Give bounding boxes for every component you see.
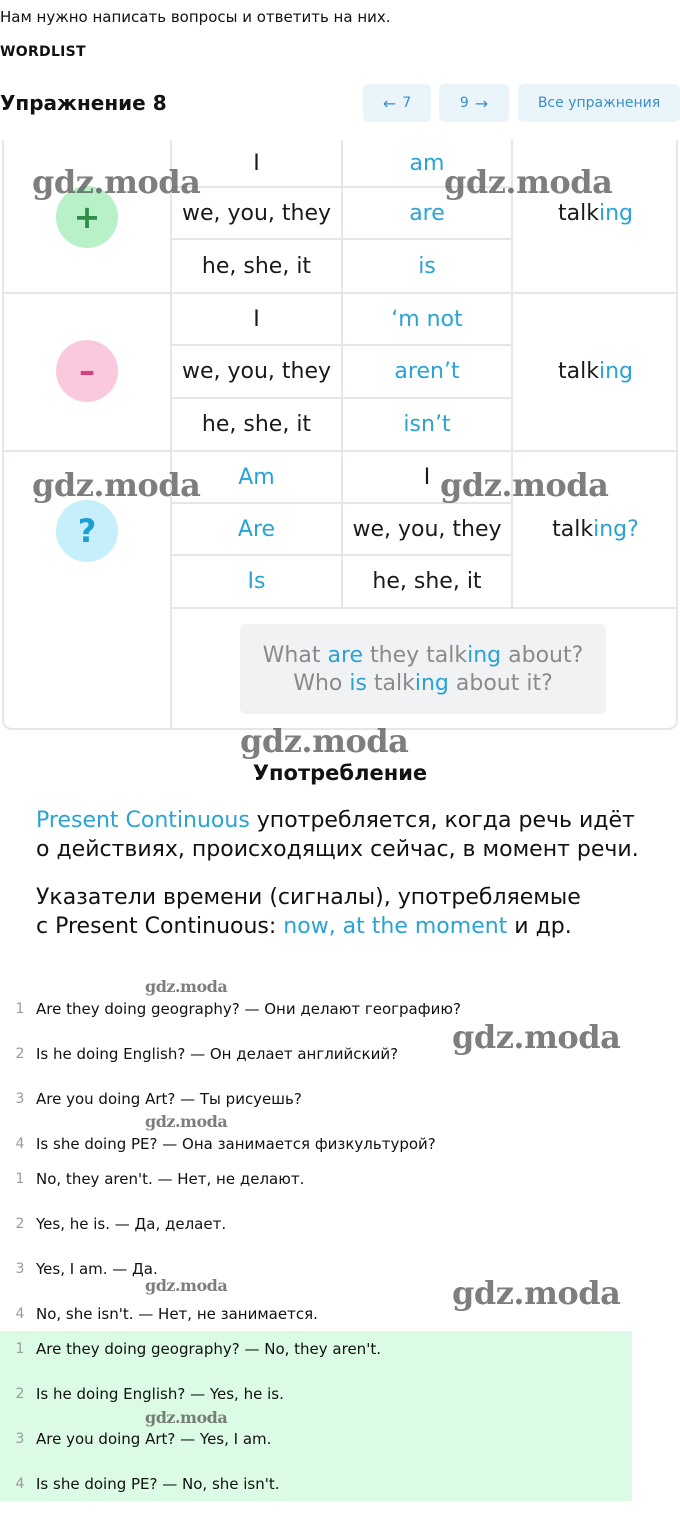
neg-pronoun: I bbox=[253, 306, 260, 332]
list-item: 1 No, they aren't. — Нет, не делают. bbox=[15, 1170, 305, 1188]
watermark: gdz.moda bbox=[452, 1018, 621, 1056]
aff-pronoun: I bbox=[253, 150, 260, 176]
neg-pronoun: we, you, they bbox=[181, 359, 332, 384]
q-verb: Am bbox=[238, 464, 275, 490]
question-icon: ? bbox=[56, 500, 118, 562]
arrow-right-icon: → bbox=[474, 93, 489, 113]
neg-pronoun: he, she, it bbox=[201, 412, 312, 437]
example-line-2: Who is talking about it? bbox=[293, 671, 553, 696]
arrow-left-icon: ← bbox=[382, 93, 397, 113]
list-item: 4 No, she isn't. — Нет, не занимается. bbox=[15, 1305, 318, 1323]
watermark: gdz.moda bbox=[145, 1112, 228, 1131]
answer-row: 1 Are they doing geography? — No, they aren't. bbox=[15, 1340, 381, 1358]
prev-exercise-button[interactable] bbox=[363, 84, 431, 122]
example-box bbox=[240, 624, 606, 714]
aff-verb: are bbox=[409, 200, 445, 226]
wordlist-link[interactable]: WORDLIST bbox=[0, 44, 86, 60]
usage-title: Употребление bbox=[252, 761, 428, 785]
neg-verb: isn’t bbox=[403, 412, 451, 437]
watermark: gdz.moda bbox=[444, 163, 613, 201]
exercise-title: Упражнение 8 bbox=[0, 91, 167, 115]
next-exercise-button[interactable] bbox=[439, 84, 509, 122]
next-exercise-label: 9 bbox=[459, 95, 469, 111]
neg-main-verb: talk ing bbox=[558, 359, 633, 384]
q-verb: Is bbox=[247, 569, 266, 594]
example-line-1: What are they talking about? bbox=[262, 643, 584, 668]
aff-main-verb: talk ing bbox=[558, 200, 633, 226]
aff-pronoun: he, she, it bbox=[201, 253, 312, 279]
watermark: gdz.moda bbox=[32, 466, 201, 504]
prev-exercise-label: 7 bbox=[402, 95, 412, 111]
aff-verb: am bbox=[409, 150, 445, 176]
list-item: 3 Are you doing Art? — Ты рисуешь? bbox=[15, 1090, 302, 1108]
answer-row: 4 Is she doing PE? — No, she isn't. bbox=[15, 1475, 280, 1493]
list-item: 1 Are they doing geography? — Они делают географию? bbox=[15, 1000, 461, 1018]
intro-text: Нам нужно написать вопросы и ответить на них. bbox=[0, 8, 391, 26]
watermark: gdz.moda bbox=[145, 1408, 228, 1427]
answer-row: 3 Are you doing Art? — Yes, I am. bbox=[15, 1430, 272, 1448]
list-item: 4 Is she doing PE? — Она занимается физкультурой? bbox=[15, 1135, 436, 1153]
all-exercises-button[interactable]: Все упражнения bbox=[518, 84, 680, 122]
answer-row: 2 Is he doing English? — Yes, he is. bbox=[15, 1385, 284, 1403]
minus-icon: – bbox=[56, 340, 118, 402]
q-pronoun: we, you, they bbox=[352, 516, 502, 542]
watermark: gdz.moda bbox=[145, 1276, 228, 1295]
neg-verb: ‘m not bbox=[391, 306, 463, 332]
usage-paragraph-1: Present Continuous употребляется, когда речь идёт о действиях, происходящих сейчас, в момент речи. bbox=[36, 808, 639, 862]
q-verb: Are bbox=[237, 516, 276, 542]
neg-verb: aren’t bbox=[394, 359, 460, 384]
q-main-verb: talk ing? bbox=[552, 516, 639, 542]
list-item: 3 Yes, I am. — Да. bbox=[15, 1260, 158, 1278]
q-pronoun: he, she, it bbox=[372, 569, 482, 594]
watermark: gdz.moda bbox=[452, 1274, 621, 1312]
watermark: gdz.moda bbox=[32, 163, 201, 201]
watermark: gdz.moda bbox=[145, 977, 228, 996]
list-item: 2 Is he doing English? — Он делает английский? bbox=[15, 1045, 399, 1063]
watermark: gdz.moda bbox=[440, 466, 609, 504]
usage-paragraph-2: Указатели времени (сигналы), употребляемые с Present Continuous: now, at the moment и др. bbox=[36, 885, 581, 939]
aff-pronoun: we, you, they bbox=[181, 200, 332, 226]
plus-icon: + bbox=[56, 186, 118, 248]
list-item: 2 Yes, he is. — Да, делает. bbox=[15, 1215, 227, 1233]
aff-verb: is bbox=[418, 253, 436, 279]
watermark: gdz.moda bbox=[240, 722, 409, 760]
q-pronoun: I bbox=[423, 464, 431, 490]
